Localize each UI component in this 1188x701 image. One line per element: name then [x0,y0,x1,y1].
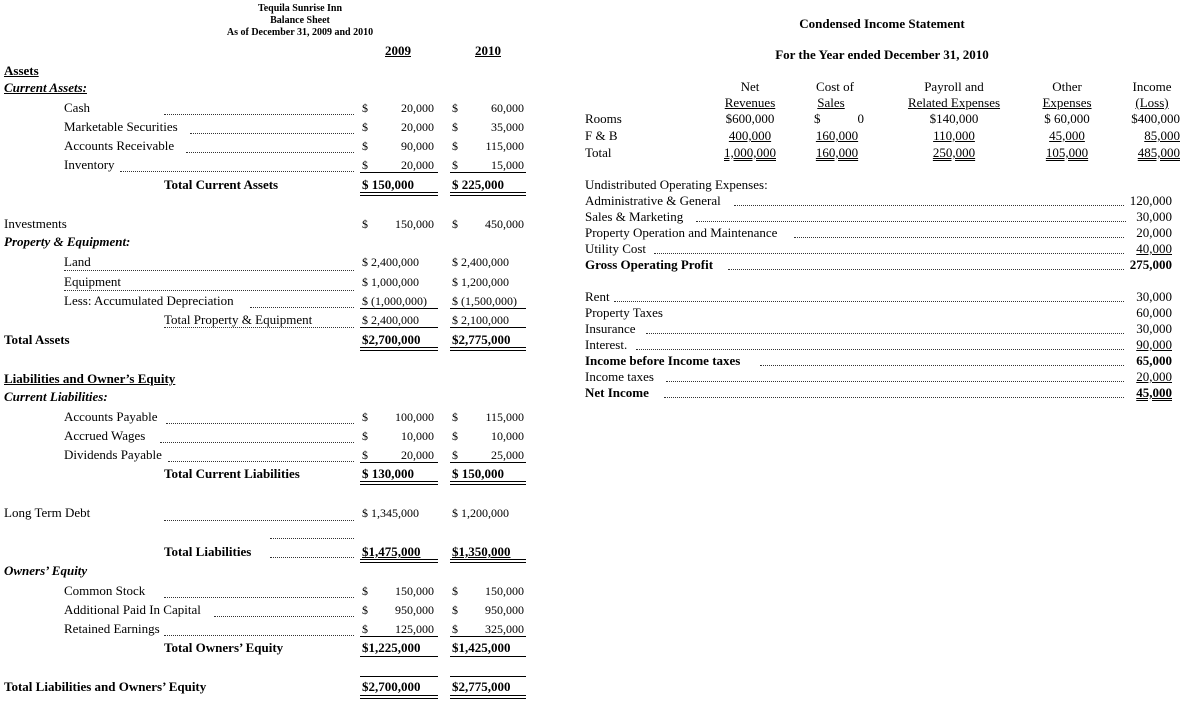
dollar-sign: $ [452,429,458,443]
equipment-2010: $ 1,200,000 [452,275,509,289]
subtotal-rule [450,656,526,657]
income-statement-period: For the Year ended December 31, 2010 [775,47,989,62]
subtotal-rule [450,308,526,309]
leader-dots [164,327,354,328]
fb-income: 85,000 [1144,128,1180,143]
interest-value: 90,000 [1136,337,1172,352]
leader-dots [120,171,354,172]
total-liab-equity-2010: $2,775,000 [452,679,511,694]
total-current-assets-2009: $ 150,000 [362,177,414,192]
undistributed-header: Undistributed Operating Expenses: [585,177,768,192]
total-income: 485,000 [1137,145,1180,160]
apic-2009: 950,000 [395,603,434,617]
leader-dots [164,635,354,636]
total-liabilities-label: Total Liabilities [164,544,252,559]
investments-label: Investments [4,216,67,231]
dollar-sign: $ [362,158,368,172]
cash-label: Cash [64,100,90,115]
depreciation-2010: $ (1,500,000) [452,294,517,308]
property-header: Property & Equipment: [4,234,131,249]
sales-marketing-value: 30,000 [1136,209,1172,224]
col-net-revenues-line1: Net [740,79,760,94]
total-double-rule [450,192,526,196]
gop-label: Gross Operating Profit [585,257,714,272]
total-liabilities-2009: $1,475,000 [362,544,421,559]
total-cost-of-sales: 160,000 [815,145,859,160]
income-taxes-label: Income taxes [585,369,654,384]
income-statement-title: Condensed Income Statement [799,16,965,31]
year-2010-header: 2010 [475,43,501,58]
col-income-line1: Income [1132,79,1172,94]
subtotal-rule [360,656,438,657]
subtotal-rule [360,327,438,328]
total-liab-equity-label: Total Liabilities and Owners’ Equity [4,679,207,694]
total-property-2009: $ 2,400,000 [362,313,419,327]
fb-cost-of-sales: 160,000 [815,128,859,143]
leader-dots [728,269,1124,270]
rooms-income: $400,000 [1131,111,1180,126]
total-current-liabilities-2009: $ 130,000 [362,466,414,481]
col-income-line2: (Loss) [1135,95,1169,110]
rooms-cost-of-sales: 0 [857,111,864,126]
subtotal-rule [360,462,438,463]
total-assets-2010: $2,775,000 [452,332,511,347]
leader-dots [666,381,1124,382]
dividends-2009: 20,000 [401,448,434,462]
col-other-line1: Other [1052,79,1082,94]
leader-dots [168,461,354,462]
col-payroll-line1: Payroll and [924,79,984,94]
liabilities-header: Liabilities and Owner’s Equity [4,371,176,386]
payable-2010: 115,000 [485,410,524,424]
inventory-2009: 20,000 [401,158,434,172]
land-2010: $ 2,400,000 [452,255,509,269]
leader-dots [250,307,354,308]
total-liab-equity-2009: $2,700,000 [362,679,421,694]
total-label: Total [585,145,612,160]
leader-dots [646,333,1124,334]
net-income-label: Net Income [585,385,649,400]
total-payroll: 250,000 [932,145,976,160]
dollar-sign: $ [362,448,368,462]
income-before-tax-value: 65,000 [1136,353,1172,368]
fb-label: F & B [585,128,618,143]
dividends-2010: 25,000 [491,448,524,462]
subtotal-rule [450,327,526,328]
total-property-label: Total Property & Equipment [164,312,313,327]
total-current-assets-2010: $ 225,000 [452,177,504,192]
equipment-2009: $ 1,000,000 [362,275,419,289]
cash-2009: 20,000 [401,101,434,115]
fb-payroll: 110,000 [933,128,975,143]
total-double-rule [450,481,526,485]
leader-dots [160,442,354,443]
utility-value: 40,000 [1136,241,1172,256]
dollar-sign: $ [362,584,368,598]
rent-label: Rent [585,289,610,304]
leader-dots [166,423,354,424]
sales-marketing-label: Sales & Marketing [585,209,684,224]
receivable-2009: 90,000 [401,139,434,153]
leader-dots [164,520,354,521]
pom-label: Property Operation and Maintenance [585,225,778,240]
rooms-payroll: $140,000 [929,111,979,126]
subtotal-rule [360,172,438,173]
investments-2010: 450,000 [485,217,524,231]
leader-dots [186,152,354,153]
leader-dots [164,597,354,598]
total-other-expenses: 105,000 [1045,145,1089,160]
subtotal-rule [450,462,526,463]
owners-equity-header: Owners’ Equity [4,563,88,578]
cash-2010: 60,000 [491,101,524,115]
leader-dots [760,365,1124,366]
col-other-line2: Expenses [1042,95,1092,110]
retained-2010: 325,000 [485,622,524,636]
receivable-label: Accounts Receivable [64,138,175,153]
rooms-cost-dollar: $ [814,111,821,126]
interest-label: Interest. [585,337,628,352]
marketable-2010: 35,000 [491,120,524,134]
leader-dots [654,253,1124,254]
land-2009: $ 2,400,000 [362,255,419,269]
total-owners-equity-2009: $1,225,000 [362,640,421,655]
total-double-rule [360,481,438,485]
dollar-sign: $ [362,429,368,443]
leader-dots [614,301,1124,302]
total-double-rule [360,192,438,196]
subtotal-rule [450,636,526,637]
dollar-sign: $ [452,448,458,462]
total-top-rule [450,676,526,677]
equipment-label: Equipment [64,274,122,289]
total-double-rule [360,347,438,351]
leader-dots [734,205,1124,206]
inventory-2010: 15,000 [491,158,524,172]
total-current-liabilities-label: Total Current Liabilities [164,466,300,481]
common-stock-2009: 150,000 [395,584,434,598]
dollar-sign: $ [362,101,368,115]
subtotal-rule [360,636,438,637]
rooms-other-expenses: $ 60,000 [1044,111,1090,126]
apic-2010: 950,000 [485,603,524,617]
dollar-sign: $ [362,217,368,231]
col-cost-of-sales-line1: Cost of [816,79,854,94]
company-name: Tequila Sunrise Inn [257,3,343,14]
leader-dots [696,221,1126,222]
total-liabilities-2010: $1,350,000 [452,544,511,559]
income-taxes-value: 20,000 [1136,369,1172,384]
statement-title: Balance Sheet [270,15,330,26]
long-term-debt-label: Long Term Debt [4,505,91,520]
retained-label: Retained Earnings [64,621,160,636]
current-liabilities-header: Current Liabilities: [4,389,108,404]
leader-dots [794,237,1124,238]
income-before-tax-label: Income before Income taxes [585,353,741,368]
investments-2009: 150,000 [395,217,434,231]
apic-label: Additional Paid In Capital [64,602,201,617]
total-net-revenues: 1,000,000 [724,145,776,160]
wages-2009: 10,000 [401,429,434,443]
admin-label: Administrative & General [585,193,721,208]
common-stock-2010: 150,000 [485,584,524,598]
current-assets-header: Current Assets: [4,80,87,95]
dollar-sign: $ [362,622,368,636]
total-owners-equity-label: Total Owners’ Equity [164,640,284,655]
dollar-sign: $ [452,101,458,115]
total-current-liabilities-2010: $ 150,000 [452,466,504,481]
dividends-label: Dividends Payable [64,447,162,462]
long-term-debt-2009: $ 1,345,000 [362,506,419,520]
dollar-sign: $ [452,120,458,134]
year-2009-header: 2009 [385,43,411,58]
total-property-2010: $ 2,100,000 [452,313,509,327]
fb-net-revenues: 400,000 [728,128,772,143]
fb-other-expenses: 45,000 [1049,128,1085,143]
pom-value: 20,000 [1136,225,1172,240]
insurance-value: 30,000 [1136,321,1172,336]
marketable-label: Marketable Securities [64,119,178,134]
long-term-debt-2010: $ 1,200,000 [452,506,509,520]
dollar-sign: $ [362,139,368,153]
insurance-label: Insurance [585,321,636,336]
assets-header: Assets [4,63,39,78]
rooms-net-revenues: $600,000 [725,111,775,126]
total-double-rule [450,559,526,563]
dollar-sign: $ [452,622,458,636]
total-double-rule [450,347,526,351]
col-cost-of-sales-line2: Sales [817,95,845,110]
property-taxes-value: 60,000 [1136,305,1172,320]
leader-dots [64,270,354,271]
dollar-sign: $ [362,120,368,134]
payable-2009: 100,000 [395,410,434,424]
wages-2010: 10,000 [491,429,524,443]
dollar-sign: $ [452,217,458,231]
leader-dots [270,538,354,539]
total-owners-equity-2010: $1,425,000 [452,640,511,655]
payable-label: Accounts Payable [64,409,158,424]
inventory-label: Inventory [64,157,115,172]
leader-dots [214,616,354,617]
wages-label: Accrued Wages [64,428,146,443]
dollar-sign: $ [452,410,458,424]
leader-dots [636,349,1124,350]
gop-value: 275,000 [1129,257,1172,272]
rooms-label: Rooms [585,111,622,126]
dollar-sign: $ [452,158,458,172]
property-taxes-label: Property Taxes [585,305,663,320]
admin-value: 120,000 [1129,193,1172,208]
net-income-value: 45,000 [1136,385,1172,400]
dollar-sign: $ [452,603,458,617]
subtotal-rule [360,308,438,309]
dollar-sign: $ [362,410,368,424]
rent-value: 30,000 [1136,289,1172,304]
col-payroll-line2: Related Expenses [907,95,1001,110]
depreciation-2009: $ (1,000,000) [362,294,427,308]
land-label: Land [64,254,91,269]
leader-dots [64,290,354,291]
receivable-2010: 115,000 [485,139,524,153]
col-net-revenues-line2: Revenues [724,95,776,110]
total-assets-2009: $2,700,000 [362,332,421,347]
common-stock-label: Common Stock [64,583,146,598]
dollar-sign: $ [452,139,458,153]
statement-period: As of December 31, 2009 and 2010 [226,27,374,38]
total-double-rule [360,695,438,699]
marketable-2009: 20,000 [401,120,434,134]
depreciation-label: Less: Accumulated Depreciation [64,293,234,308]
leader-dots [190,133,354,134]
retained-2009: 125,000 [395,622,434,636]
leader-dots [664,397,1124,398]
total-double-rule [360,559,438,563]
subtotal-rule [450,172,526,173]
leader-dots [164,114,354,115]
total-current-assets-label: Total Current Assets [164,177,279,192]
dollar-sign: $ [452,584,458,598]
utility-label: Utility Cost [585,241,647,256]
dollar-sign: $ [362,603,368,617]
leader-dots [270,557,354,558]
total-top-rule [360,676,438,677]
total-assets-label: Total Assets [4,332,70,347]
total-double-rule [450,695,526,699]
